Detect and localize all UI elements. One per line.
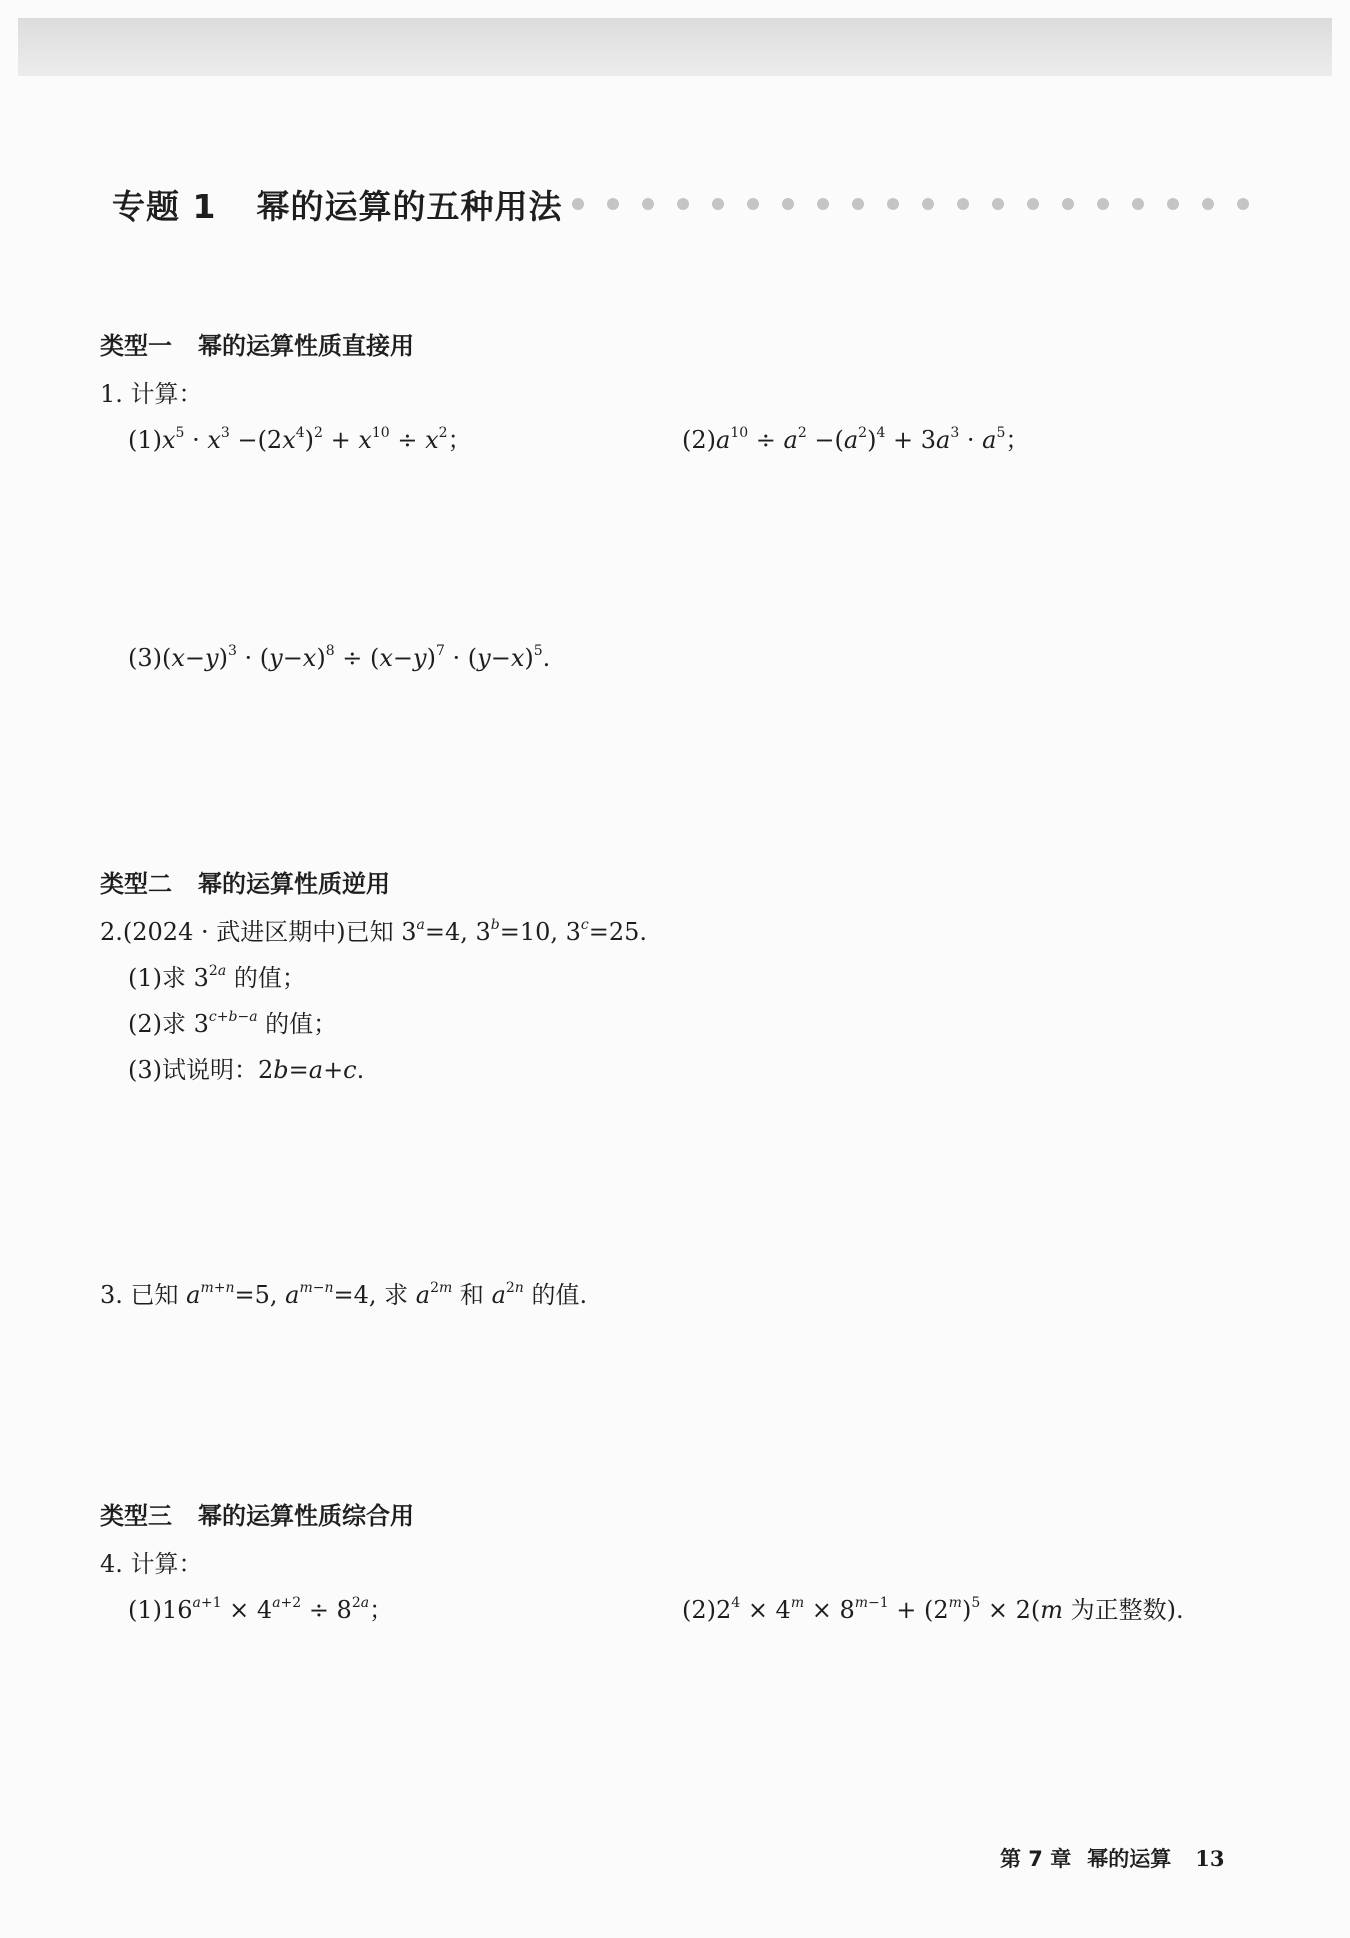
problem-1-stem: 1. 计算： [100, 380, 203, 408]
dot [1132, 198, 1144, 210]
top-scan-band [18, 18, 1332, 76]
decorative-dot-row [572, 198, 1272, 210]
section-label: 类型三 [100, 1502, 172, 1530]
problem-1-part-2: $(2)a^{10} \div a^2 -(a^2)^4 + 3a^3 \cdot a^5$； [682, 425, 1030, 454]
section-label: 类型一 [100, 332, 172, 360]
dot [1167, 198, 1179, 210]
dot [1097, 198, 1109, 210]
section-title: 幂的运算性质直接用 [198, 332, 414, 360]
topic-title-row [112, 178, 1342, 230]
dot [607, 198, 619, 210]
problem-2-stem: 2.(2024 · 武进区期中)已知 $3^a=4$, $3^b=10$, $3^c=25$. [100, 917, 648, 946]
problem-1-part-3: $(3)(x-y)^3 \cdot (y-x)^8 \div (x-y)^7 \cdot (y-x)^5$. [128, 643, 551, 672]
section-heading-3 [100, 1496, 414, 1531]
dot [852, 198, 864, 210]
problem-3-stem: 3. 已知 $a^{m+n}=5$, $a^{m-n}=4$, 求 $a^{2m}$ 和 $a^{2n}$ 的值. [100, 1280, 588, 1309]
dot [1237, 198, 1249, 210]
problem-4-stem: 4. 计算： [100, 1550, 203, 1578]
dot [887, 198, 899, 210]
chapter-title: 幂的运算 [1087, 1847, 1172, 1871]
dot [817, 198, 829, 210]
dot [642, 198, 654, 210]
dot [1202, 198, 1214, 210]
dot [1027, 198, 1039, 210]
topic-number: 专题 1 [112, 186, 217, 226]
dot [957, 198, 969, 210]
problem-2-part-3: (3)试说明：2b=a+c. [128, 1056, 365, 1084]
problem-1-part-1: $(1)x^5 \cdot x^3 -(2x^4)^2 + x^{10} \div x^2$； [128, 425, 472, 454]
section-label: 类型二 [100, 870, 172, 898]
dot [922, 198, 934, 210]
page-number: 13 [1195, 1846, 1225, 1871]
dot [747, 198, 759, 210]
section-heading-2 [100, 864, 390, 899]
dot [992, 198, 1004, 210]
page-footer [1000, 1843, 1224, 1873]
section-title: 幂的运算性质逆用 [198, 870, 390, 898]
problem-2-part-1: (1)求 $3^{2a}$ 的值； [128, 963, 306, 992]
section-title: 幂的运算性质综合用 [198, 1502, 414, 1530]
problem-2-source: 2.(2024 · 武进区期中) [100, 918, 346, 946]
section-heading-1 [100, 326, 414, 361]
problem-4-part-1: $(1)16^{a+1} \times 4^{a+2} \div 8^{2a}$； [128, 1595, 394, 1624]
dot [677, 198, 689, 210]
dot [782, 198, 794, 210]
topic-title: 幂的运算的五种用法 [256, 186, 563, 226]
problem-2-part-2: (2)求 $3^{c+b-a}$ 的值； [128, 1009, 338, 1038]
dot [712, 198, 724, 210]
problem-4-part-2: $(2)2^4 \times 4^m \times 8^{m-1} + (2^m)^5 \times 2(m$ 为正整数). [682, 1595, 1184, 1624]
chapter-label: 第 7 章 [1000, 1847, 1072, 1871]
dot [1062, 198, 1074, 210]
dot [572, 198, 584, 210]
